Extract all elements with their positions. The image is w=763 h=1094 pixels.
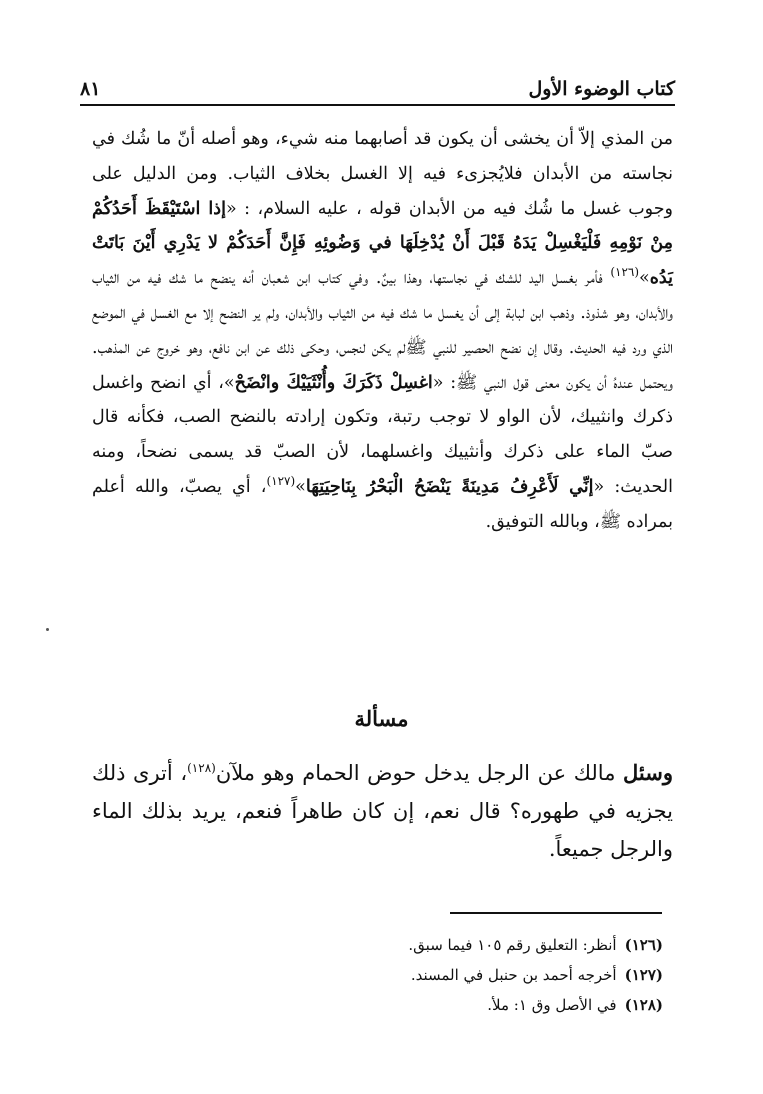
footnote-ref-126: (١٢٦)	[610, 265, 640, 280]
running-head	[80, 68, 675, 100]
page-number: ٨١	[80, 78, 101, 100]
hadith-quote: اغسِلْ ذَكَرَكَ وأُنْثَيَيْكَ وانْضَحْ	[234, 372, 433, 393]
scan-speck	[46, 628, 49, 631]
footnote-number: (١٢٧)	[624, 966, 663, 984]
footnote-text: في الأصل وق ١: ملأ.	[487, 996, 617, 1014]
hadith-quote: إنِّي لَأَعْرِفُ مَدِينَةً يَنْضَحُ الْبَحْرُ بِنَاحِيَتِهَا	[305, 476, 594, 497]
main-text	[92, 122, 673, 540]
text-segment: مالك عن الرجل يدخل حوض الحمام وهو ملآن	[215, 761, 624, 785]
text-segment: ، أي يصبّ، والله أعلم بمراده ﷺ، وبالله التوفيق.	[92, 476, 673, 532]
footnote-text: أنظر: التعليق رقم ١٠٥ فيما سبق.	[408, 936, 617, 954]
footnotes	[200, 930, 663, 1020]
footnote-ref-128: (١٢٨)	[187, 761, 216, 775]
footnote-128	[200, 990, 663, 1020]
text-segment: »، أي انضح واغسل ذكرك وانثييك، لأن الواو لا توجب رتبة، وتكون إرادته بالنضح الصب، فكأنه قال صبّ الماء على ذكرك وأنثييك واغسلهما، لأن الصبّ قد يسمى نضحاً، ومنه الحديث: «	[92, 372, 673, 497]
footnote-126	[200, 930, 663, 960]
question-paragraph	[92, 754, 673, 868]
footnote-text: أخرجه أحمد بن حنبل في المسند.	[410, 966, 617, 984]
main-paragraph	[92, 122, 673, 540]
text-segment: فأمر بغسل اليد للشك في نجاستها، وهذا بينٌ. وفي كتاب ابن شعبان أنه ينضح ما شك فيه من الثياب والأبدان، وهو شذوذ. وذهب ابن لبابة إلى أن يغسل ما شك فيه من الثياب والأبدان، ولم ير النضح إلا مع الغسل في الموضع الذي ورد فيه الحديث. وقال إن نضح الحصير للنبي ﷺلم يكن لنجس، وحكى ذلك عن ابن نافع، وهو خروج عن المذهب. ويحتمل عندهُ أن يكون معنى قول النبي ﷺ: «	[92, 268, 674, 393]
footnote-rule	[450, 912, 662, 914]
hadith-quote: إذا اسْتَيْقَظَ أَحَدُكُمْ مِنْ نَوْمِهِ فَلْيَغْسِلْ يَدَهُ قَبْلَ أَنْ يُدْخِلَهَا في وَضُوئِهِ فَإِنَّ أَحَدَكُمْ لا يَدْرِي أَيْنَ بَاتَتْ يَدُه	[92, 198, 673, 289]
footnote-ref-127: (١٢٧)	[266, 474, 296, 489]
lead-word: وسئل	[623, 760, 674, 785]
footnote-number: (١٢٨)	[624, 996, 663, 1014]
text-segment: ، أترى ذلك يجزيه في طهوره؟ قال نعم، إن كان طاهراً فنعم، يريد بذلك الماء والرجل جميعاً.	[92, 761, 673, 861]
text-segment: من المذي إلاّ أن يخشى أن يكون قد أصابهما منه شيء، وهو أصله أنّ ما شُك في نجاسته من الأبدان فلايُجزىء فيه إلا الغسل بخلاف الثياب. ومن الدليل على وجوب غسل ما شُك فيه من الأبدان قوله ، عليه السلام، : «	[92, 129, 673, 219]
chapter-title: كتاب الوضوء الأول	[528, 78, 675, 100]
section-heading: مسألة	[354, 706, 409, 731]
question-text	[92, 754, 673, 868]
footnote-number: (١٢٦)	[624, 936, 663, 954]
text-segment: »	[295, 476, 306, 497]
text-segment: »	[639, 268, 650, 289]
header-rule	[80, 104, 675, 106]
footnote-127	[200, 960, 663, 990]
